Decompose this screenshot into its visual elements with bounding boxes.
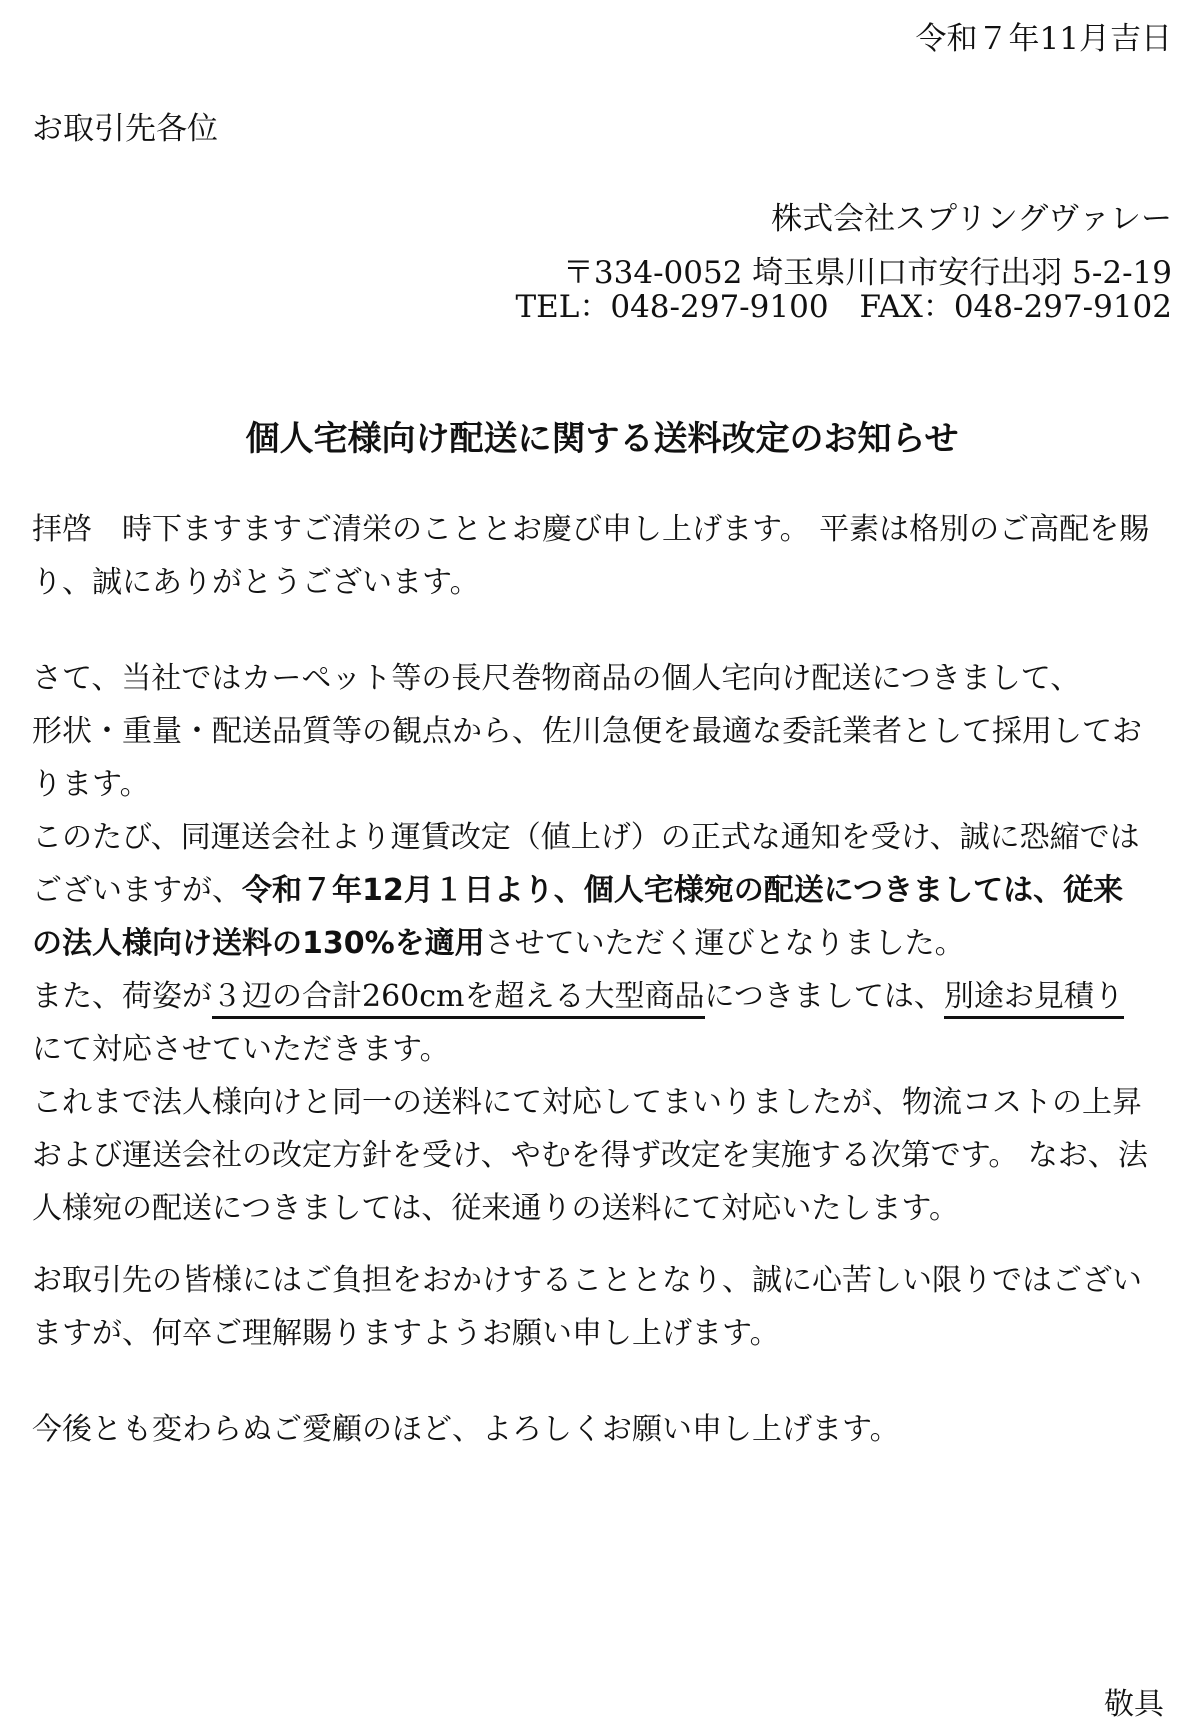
sender-contact: TEL：048-297-9100 FAX：048-297-9102 [515, 289, 1172, 325]
body-line [32, 917, 1172, 970]
greeting-line: 拝啓 時下ますますご清栄のこととお慶び申し上げます。 平素は格別のご高配を賜 [32, 512, 1150, 547]
main-paragraph [32, 652, 1172, 1235]
body-line: ります。 [32, 767, 150, 802]
body-line: および運送会社の改定方針を受け、やむを得ず改定を実施する次第です。 なお、法 [32, 1138, 1148, 1173]
emphasis-text: 令和７年12月１日より、個人宅様宛の配送につきましては、従来 [242, 873, 1124, 908]
final-line: 今後とも変わらぬご愛顧のほど、よろしくお願い申し上げます。 [32, 1412, 900, 1447]
body-line: このたび、同運送会社より運賃改定（値上げ）の正式な通知を受け、誠に恐縮では [32, 820, 1140, 855]
final-paragraph [32, 1403, 1172, 1456]
body-text-plain: ございますが、 [32, 873, 242, 908]
body-line: にて対応させていただきます。 [32, 1032, 450, 1067]
letter-date: 令和７年11月吉日 [915, 21, 1172, 57]
body-text-plain: につきましては、 [704, 979, 944, 1014]
body-line: 形状・重量・配送品質等の観点から、佐川急便を最適な委託業者として採用してお [32, 714, 1142, 749]
body-line: さて、当社ではカーペット等の長尺巻物商品の個人宅向け配送につきまして、 [32, 661, 1081, 696]
greeting-paragraph [32, 503, 1172, 609]
body-text-plain: また、荷姿が [32, 979, 212, 1014]
body-line [32, 970, 1172, 1023]
sender-company: 株式会社スプリングヴァレー [771, 201, 1172, 237]
emphasis-text: の法人様向け送料の130%を適用 [32, 926, 485, 961]
sender-address: 〒334-0052 埼玉県川口市安行出羽 5-2-19 [562, 255, 1172, 291]
underlined-text: 別途お見積り [944, 979, 1124, 1019]
body-line [32, 864, 1172, 917]
request-line: お取引先の皆様にはご負担をおかけすることとなり、誠に心苦しい限りではござい [32, 1263, 1142, 1298]
body-line: これまで法人様向けと同一の送料にて対応してまいりましたが、物流コストの上昇 [32, 1085, 1142, 1120]
greeting-line: り、誠にありがとうございます。 [32, 565, 480, 600]
body-line: 人様宛の配送につきましては、従来通りの送料にて対応いたします。 [32, 1191, 959, 1226]
underlined-text: ３辺の合計260cmを超える大型商品 [212, 979, 705, 1019]
body-text-plain: させていただく運びとなりました。 [484, 926, 965, 961]
closing-remark: 敬具 [1104, 1687, 1164, 1722]
request-paragraph [32, 1254, 1172, 1360]
document-title: 個人宅様向け配送に関する送料改定のお知らせ [245, 419, 959, 459]
addressee: お取引先各位 [32, 111, 218, 147]
request-line: ますが、何卒ご理解賜りますようお願い申し上げます。 [32, 1316, 780, 1351]
